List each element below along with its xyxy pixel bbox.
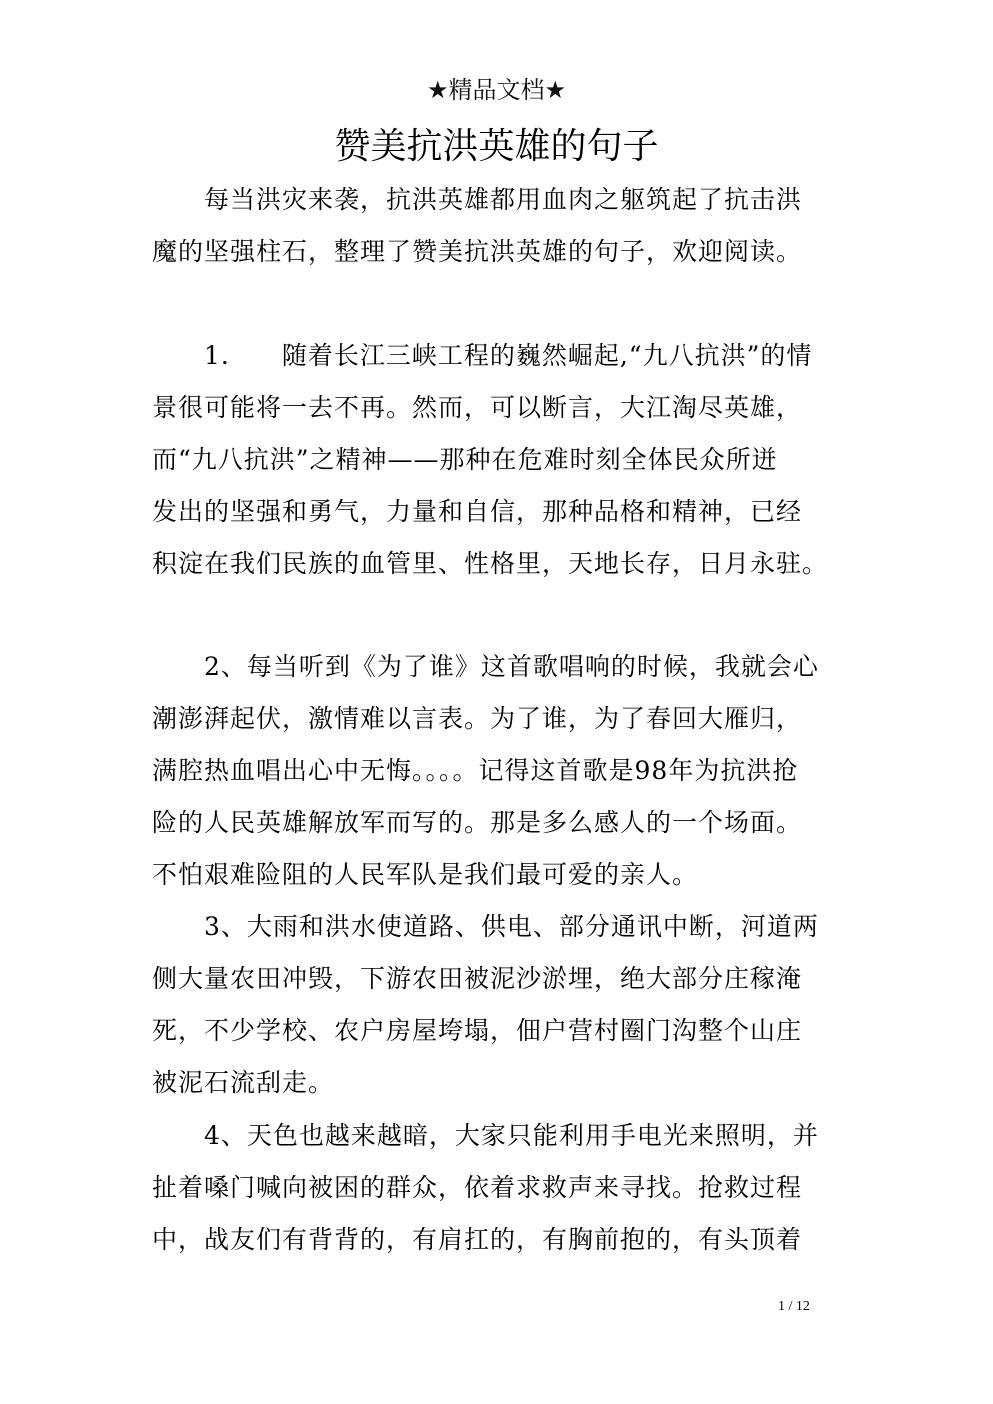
- paragraph-2: [152, 641, 842, 901]
- paragraph-line: 景很可能将一去不再。然而，可以断言，大江淘尽英雄，: [152, 393, 803, 422]
- paragraph-line: 2、每当听到《为了谁》这首歌唱响的时候，我就会心: [204, 652, 819, 681]
- paragraph-line: 侧大量农田冲毁，下游农田被泥沙淤埋，绝大部分庄稼淹: [152, 964, 803, 993]
- paragraph-line: 发出的坚强和勇气，力量和自信，那种品格和精神，已经: [152, 497, 803, 526]
- intro-paragraph: [152, 174, 842, 278]
- paragraph-line: 1. 随着长江三峡工程的巍然崛起,“九八抗洪”的情: [204, 341, 813, 370]
- intro-line: 每当洪灾来袭，抗洪英雄都用血肉之躯筑起了抗击洪: [204, 185, 803, 214]
- paragraph-line: 不怕艰难险阻的人民军队是我们最可爱的亲人。: [152, 860, 699, 889]
- paragraph-line: 4、天色也越来越暗，大家只能利用手电光来照明，并: [204, 1121, 819, 1150]
- paragraph-line: 积淀在我们民族的血管里、性格里，天地长存，日月永驻。: [152, 549, 829, 578]
- paragraph-line: 被泥石流刮走。: [152, 1068, 335, 1097]
- paragraph-3: [152, 901, 842, 1109]
- paragraph-1: [152, 330, 842, 590]
- paragraph-line: 满腔热血唱出心中无悔。。。。记得这首歌是98年为抗洪抢: [152, 756, 799, 785]
- paragraph-4: [152, 1110, 842, 1266]
- intro-line: 魔的坚强柱石，整理了赞美抗洪英雄的句子，欢迎阅读。: [152, 237, 803, 266]
- paragraph-line: 而“九八抗洪”之精神——那种在危难时刻全体民众所迸: [152, 445, 778, 474]
- document-title: 赞美抗洪英雄的句子: [334, 126, 659, 167]
- page-indicator: 1 / 12: [778, 1299, 810, 1314]
- paragraph-line: 死，不少学校、农户房屋垮塌，佃户营村圈门沟整个山庄: [152, 1016, 803, 1045]
- paragraph-line: 3、大雨和洪水使道路、供电、部分通讯中断，河道两: [204, 912, 819, 941]
- paragraph-line: 险的人民英雄解放军而写的。那是多么感人的一个场面。: [152, 808, 803, 837]
- document-header-banner: ★精品文档★: [426, 76, 567, 104]
- paragraph-line: 中，战友们有背背的，有肩扛的，有胸前抱的，有头顶着: [152, 1225, 803, 1254]
- paragraph-line: 扯着嗓门喊向被困的群众，依着求救声来寻找。抢救过程: [152, 1173, 803, 1202]
- paragraph-line: 潮澎湃起伏，激情难以言表。为了谁，为了春回大雁归，: [152, 704, 803, 733]
